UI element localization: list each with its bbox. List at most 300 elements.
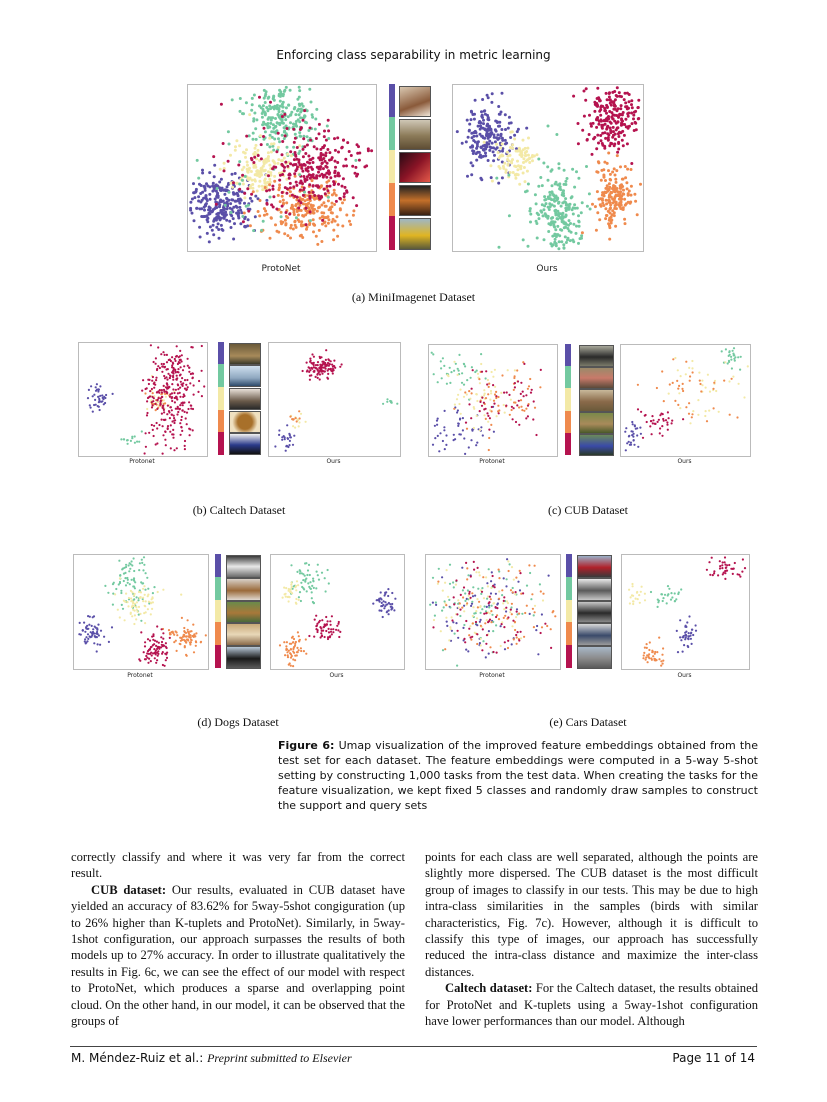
scatter-point xyxy=(567,224,570,227)
scatter-point xyxy=(677,388,679,390)
scatter-point xyxy=(459,389,461,391)
scatter-point xyxy=(272,159,275,162)
scatter-point xyxy=(294,427,296,429)
scatter-point xyxy=(437,435,439,437)
subfigure-caption-a: (a) MiniImagenet Dataset xyxy=(351,290,476,304)
scatter-point xyxy=(525,127,528,130)
scatter-point xyxy=(481,98,484,101)
scatter-point xyxy=(508,394,510,396)
scatter-point xyxy=(495,177,498,180)
scatter-point xyxy=(171,631,173,633)
scatter-point xyxy=(195,645,197,647)
scatter-point xyxy=(186,639,188,641)
scatter-point xyxy=(555,133,558,136)
scatter-point xyxy=(123,438,125,440)
scatter-point xyxy=(472,131,475,134)
scatter-point xyxy=(272,149,275,152)
scatter-point xyxy=(507,163,510,166)
scatter-point xyxy=(446,383,448,385)
scatter-point xyxy=(321,635,323,637)
scatter-point xyxy=(456,613,458,615)
scatter-point xyxy=(84,640,86,642)
scatter-point xyxy=(332,368,334,370)
scatter-point xyxy=(131,579,133,581)
scatter-point xyxy=(276,105,279,108)
scatter-point xyxy=(476,442,478,444)
scatter-point xyxy=(489,646,491,648)
scatter-point xyxy=(470,417,472,419)
scatter-point xyxy=(511,406,513,408)
scatter-point xyxy=(601,144,604,147)
scatter-point xyxy=(141,390,143,392)
umap-panel-b-ours xyxy=(268,342,401,457)
scatter-point xyxy=(647,661,649,663)
scatter-point xyxy=(304,575,306,577)
scatter-point xyxy=(230,211,233,214)
scatter-point xyxy=(701,380,703,382)
scatter-point xyxy=(159,404,161,406)
scatter-point xyxy=(163,385,165,387)
scatter-point xyxy=(126,601,128,603)
scatter-point xyxy=(180,381,182,383)
scatter-point xyxy=(260,106,263,109)
scatter-point xyxy=(239,97,242,100)
scatter-point xyxy=(151,380,153,382)
scatter-point xyxy=(86,640,88,642)
scatter-point xyxy=(706,569,708,571)
scatter-point xyxy=(554,238,557,241)
scatter-point xyxy=(725,570,727,572)
scatter-point xyxy=(609,102,612,105)
scatter-point xyxy=(486,598,488,600)
scatter-point xyxy=(90,385,92,387)
scatter-point xyxy=(618,95,621,98)
scatter-point xyxy=(630,168,633,171)
scatter-point xyxy=(167,405,169,407)
scatter-point xyxy=(189,209,192,212)
body-column-right xyxy=(425,849,758,1029)
scatter-point xyxy=(514,382,516,384)
scatter-point xyxy=(356,152,359,155)
scatter-point xyxy=(480,644,482,646)
scatter-point xyxy=(297,108,300,111)
scatter-point xyxy=(528,157,531,160)
scatter-point xyxy=(166,384,168,386)
scatter-point xyxy=(289,416,291,418)
scatter-point xyxy=(293,163,296,166)
scatter-point xyxy=(512,620,514,622)
scatter-point xyxy=(732,350,734,352)
class-bar-5 xyxy=(218,432,224,455)
scatter-point xyxy=(308,195,311,198)
scatter-point xyxy=(189,434,191,436)
scatter-point xyxy=(175,640,177,642)
scatter-point xyxy=(277,146,280,149)
scatter-point xyxy=(505,585,507,587)
scatter-point xyxy=(552,611,554,613)
scatter-point xyxy=(588,192,591,195)
scatter-point xyxy=(516,369,518,371)
scatter-point xyxy=(185,642,187,644)
scatter-point xyxy=(595,126,598,129)
scatter-point xyxy=(278,184,281,187)
scatter-point xyxy=(176,631,178,633)
scatter-point xyxy=(634,425,636,427)
scatter-point xyxy=(515,634,517,636)
scatter-point xyxy=(112,583,114,585)
scatter-point xyxy=(223,216,226,219)
scatter-point xyxy=(324,192,327,195)
scatter-point xyxy=(83,622,85,624)
scatter-point xyxy=(511,613,513,615)
scatter-point xyxy=(434,437,436,439)
scatter-point xyxy=(393,609,395,611)
scatter-point xyxy=(207,208,210,211)
scatter-point xyxy=(433,373,435,375)
scatter-point xyxy=(682,651,684,653)
scatter-point xyxy=(134,593,136,595)
scatter-point xyxy=(528,385,530,387)
scatter-point xyxy=(454,633,456,635)
scatter-point xyxy=(294,175,297,178)
scatter-point xyxy=(464,365,466,367)
scatter-point xyxy=(166,657,168,659)
scatter-point xyxy=(471,392,473,394)
scatter-point xyxy=(565,207,568,210)
scatter-point xyxy=(535,220,538,223)
scatter-point xyxy=(220,224,223,227)
scatter-point xyxy=(466,175,469,178)
scatter-point xyxy=(143,585,145,587)
scatter-point xyxy=(150,344,152,346)
scatter-point xyxy=(140,620,142,622)
scatter-point xyxy=(283,137,286,140)
class-strip-c xyxy=(565,344,615,455)
sample-image-5 xyxy=(579,434,614,456)
scatter-point xyxy=(605,112,608,115)
scatter-point xyxy=(294,124,297,127)
scatter-point xyxy=(277,132,280,135)
scatter-point xyxy=(138,606,140,608)
scatter-point xyxy=(288,600,290,602)
scatter-point xyxy=(510,609,512,611)
scatter-point xyxy=(486,412,488,414)
scatter-point xyxy=(333,203,336,206)
scatter-point xyxy=(230,198,233,201)
scatter-point xyxy=(125,593,127,595)
scatter-point xyxy=(290,657,292,659)
scatter-point xyxy=(190,639,192,641)
scatter-point xyxy=(499,113,502,116)
scatter-point xyxy=(638,594,640,596)
scatter-point xyxy=(151,654,153,656)
scatter-point xyxy=(498,618,500,620)
scatter-point xyxy=(528,161,531,164)
umap-panel-e-ours xyxy=(621,554,750,670)
scatter-point xyxy=(679,619,681,621)
scatter-point xyxy=(300,167,303,170)
scatter-point xyxy=(180,366,182,368)
scatter-point xyxy=(278,429,280,431)
scatter-point xyxy=(151,401,153,403)
scatter-point xyxy=(485,397,487,399)
scatter-point xyxy=(297,584,299,586)
scatter-point xyxy=(637,99,640,102)
scatter-point xyxy=(165,642,167,644)
scatter-point xyxy=(283,169,286,172)
scatter-point xyxy=(317,574,319,576)
scatter-point xyxy=(542,599,544,601)
scatter-point xyxy=(691,360,693,362)
scatter-point xyxy=(312,161,315,164)
scatter-point xyxy=(229,154,232,157)
scatter-point xyxy=(121,604,123,606)
scatter-point xyxy=(517,164,520,167)
scatter-point xyxy=(514,369,516,371)
sample-image-2 xyxy=(577,578,612,601)
scatter-point xyxy=(285,201,288,204)
scatter-point xyxy=(307,155,310,158)
scatter-point xyxy=(509,611,511,613)
scatter-point xyxy=(201,169,204,172)
scatter-point xyxy=(158,424,160,426)
scatter-point xyxy=(223,169,226,172)
scatter-point xyxy=(556,225,559,228)
scatter-point xyxy=(93,394,95,396)
scatter-point xyxy=(470,173,473,176)
scatter-point xyxy=(184,379,186,381)
scatter-point xyxy=(588,133,591,136)
scatter-point xyxy=(180,426,182,428)
scatter-point xyxy=(620,113,623,116)
scatter-point xyxy=(533,614,535,616)
scatter-point xyxy=(352,209,355,212)
scatter-point xyxy=(646,647,648,649)
scatter-point xyxy=(128,597,130,599)
scatter-point xyxy=(692,410,694,412)
scatter-point xyxy=(262,135,265,138)
scatter-point xyxy=(320,632,322,634)
scatter-point xyxy=(310,374,312,376)
scatter-point xyxy=(300,647,302,649)
scatter-point xyxy=(466,428,468,430)
plot-label-a-right: Ours xyxy=(536,264,558,274)
scatter-point xyxy=(490,580,492,582)
scatter-point xyxy=(457,637,459,639)
scatter-point xyxy=(272,123,275,126)
scatter-point xyxy=(657,601,659,603)
scatter-point xyxy=(459,615,461,617)
scatter-point xyxy=(386,401,388,403)
scatter-point xyxy=(270,217,273,220)
scatter-point xyxy=(171,356,173,358)
scatter-point xyxy=(295,181,298,184)
scatter-point xyxy=(471,388,473,390)
scatter-point xyxy=(225,219,228,222)
scatter-point xyxy=(136,441,138,443)
scatter-point xyxy=(228,143,231,146)
scatter-point xyxy=(730,359,732,361)
scatter-point xyxy=(177,388,179,390)
scatter-point xyxy=(687,635,689,637)
class-bar-5 xyxy=(215,645,221,668)
scatter-point xyxy=(238,160,241,163)
scatter-point xyxy=(173,417,175,419)
scatter-point xyxy=(219,168,222,171)
scatter-point xyxy=(262,169,265,172)
scatter-point xyxy=(503,162,506,165)
scatter-point xyxy=(529,572,531,574)
scatter-point xyxy=(465,140,468,143)
scatter-point xyxy=(93,642,95,644)
scatter-point xyxy=(281,140,284,143)
scatter-point xyxy=(290,111,293,114)
scatter-point xyxy=(606,98,609,101)
scatter-point xyxy=(281,195,284,198)
scatter-point xyxy=(465,649,467,651)
scatter-point xyxy=(172,369,174,371)
scatter-point xyxy=(700,390,702,392)
scatter-point xyxy=(516,160,519,163)
scatter-point xyxy=(180,637,182,639)
scatter-point xyxy=(140,581,142,583)
scatter-point xyxy=(290,648,292,650)
class-bar-1 xyxy=(218,342,224,364)
paragraph-text: Our results, evaluated in CUB dataset have yielded an accuracy of 83.62% for 5way-5shot congiguration (up to 26% higher than K-tuplets and ProtoNet). Similarly, in 5way-1shot configuration, our approach surpasses the results of both models up to 27% accuracy. In order to illustrate qualitatively the results in Fig. 6c, we can see the effect of our model with respect to ProtoNet, which produces a sparse and overlapping point cloud. On the other hand, in our model, it can be observed that the groups of xyxy=(71,882,405,1029)
scatter-point xyxy=(157,653,159,655)
scatter-point xyxy=(511,566,513,568)
scatter-point xyxy=(562,243,565,246)
scatter-point xyxy=(234,145,237,148)
scatter-point xyxy=(485,145,488,148)
scatter-point xyxy=(491,605,493,607)
subfigure-caption-e: (e) Cars Dataset xyxy=(549,715,627,729)
scatter-point xyxy=(138,591,140,593)
scatter-point xyxy=(98,399,100,401)
scatter-point xyxy=(732,376,734,378)
scatter-point xyxy=(503,392,505,394)
class-strip-e xyxy=(566,554,616,668)
scatter-point xyxy=(589,122,592,125)
scatter-point xyxy=(295,589,297,591)
scatter-point xyxy=(332,229,335,232)
scatter-point xyxy=(706,420,708,422)
scatter-point xyxy=(161,391,163,393)
scatter-point xyxy=(336,235,339,238)
scatter-point xyxy=(177,363,179,365)
scatter-point xyxy=(497,105,500,108)
scatter-point xyxy=(452,581,454,583)
scatter-point xyxy=(461,607,463,609)
scatter-point xyxy=(338,636,340,638)
scatter-point xyxy=(469,398,471,400)
scatter-point xyxy=(182,382,184,384)
scatter-point xyxy=(217,195,220,198)
scatter-point xyxy=(85,627,87,629)
scatter-point xyxy=(323,361,325,363)
scatter-point xyxy=(680,588,682,590)
scatter-point xyxy=(488,604,490,606)
scatter-point xyxy=(289,227,292,230)
scatter-point xyxy=(438,450,440,452)
scatter-point xyxy=(286,187,289,190)
scatter-point xyxy=(490,390,492,392)
scatter-point xyxy=(496,652,498,654)
scatter-point xyxy=(277,162,280,165)
scatter-point xyxy=(309,367,311,369)
scatter-point xyxy=(180,359,182,361)
scatter-point xyxy=(151,406,153,408)
class-bar-3 xyxy=(218,387,224,410)
scatter-point xyxy=(617,142,620,145)
scatter-point xyxy=(588,114,591,117)
scatter-point xyxy=(281,115,284,118)
scatter-point xyxy=(633,439,635,441)
scatter-point xyxy=(567,237,570,240)
scatter-point xyxy=(151,608,153,610)
scatter-point xyxy=(565,241,568,244)
scatter-point xyxy=(203,385,205,387)
scatter-point xyxy=(333,171,336,174)
scatter-point xyxy=(519,167,522,170)
scatter-point xyxy=(354,166,357,169)
scatter-point xyxy=(208,212,211,215)
scatter-point xyxy=(617,135,620,138)
scatter-point xyxy=(595,147,598,150)
scatter-point xyxy=(432,353,434,355)
scatter-point xyxy=(94,626,96,628)
scatter-point xyxy=(335,200,338,203)
scatter-point xyxy=(193,651,195,653)
scatter-point xyxy=(475,159,478,162)
sample-image-5 xyxy=(229,433,261,455)
scatter-point xyxy=(243,196,246,199)
sample-image-1 xyxy=(577,555,612,578)
scatter-point xyxy=(161,366,163,368)
scatter-point xyxy=(485,643,487,645)
scatter-point xyxy=(285,587,287,589)
scatter-point xyxy=(179,404,181,406)
scatter-point xyxy=(688,615,690,617)
scatter-point xyxy=(658,637,660,639)
scatter-point xyxy=(281,173,284,176)
scatter-point xyxy=(127,443,129,445)
scatter-point xyxy=(87,633,89,635)
scatter-point xyxy=(605,191,608,194)
scatter-point xyxy=(472,622,474,624)
scatter-point xyxy=(456,411,458,413)
scatter-point xyxy=(268,189,271,192)
scatter-point xyxy=(288,213,291,216)
scatter-point xyxy=(223,162,226,165)
scatter-point xyxy=(455,363,457,365)
scatter-point xyxy=(489,612,491,614)
scatter-point xyxy=(659,432,661,434)
scatter-point xyxy=(319,366,321,368)
scatter-point xyxy=(606,119,609,122)
scatter-point xyxy=(658,658,660,660)
scatter-point xyxy=(563,183,566,186)
scatter-point xyxy=(668,588,670,590)
scatter-point xyxy=(286,424,288,426)
scatter-point xyxy=(509,414,511,416)
scatter-point xyxy=(157,650,159,652)
scatter-point xyxy=(512,418,514,420)
scatter-point xyxy=(213,175,216,178)
scatter-point xyxy=(496,603,498,605)
scatter-point xyxy=(287,104,290,107)
scatter-point xyxy=(659,427,661,429)
